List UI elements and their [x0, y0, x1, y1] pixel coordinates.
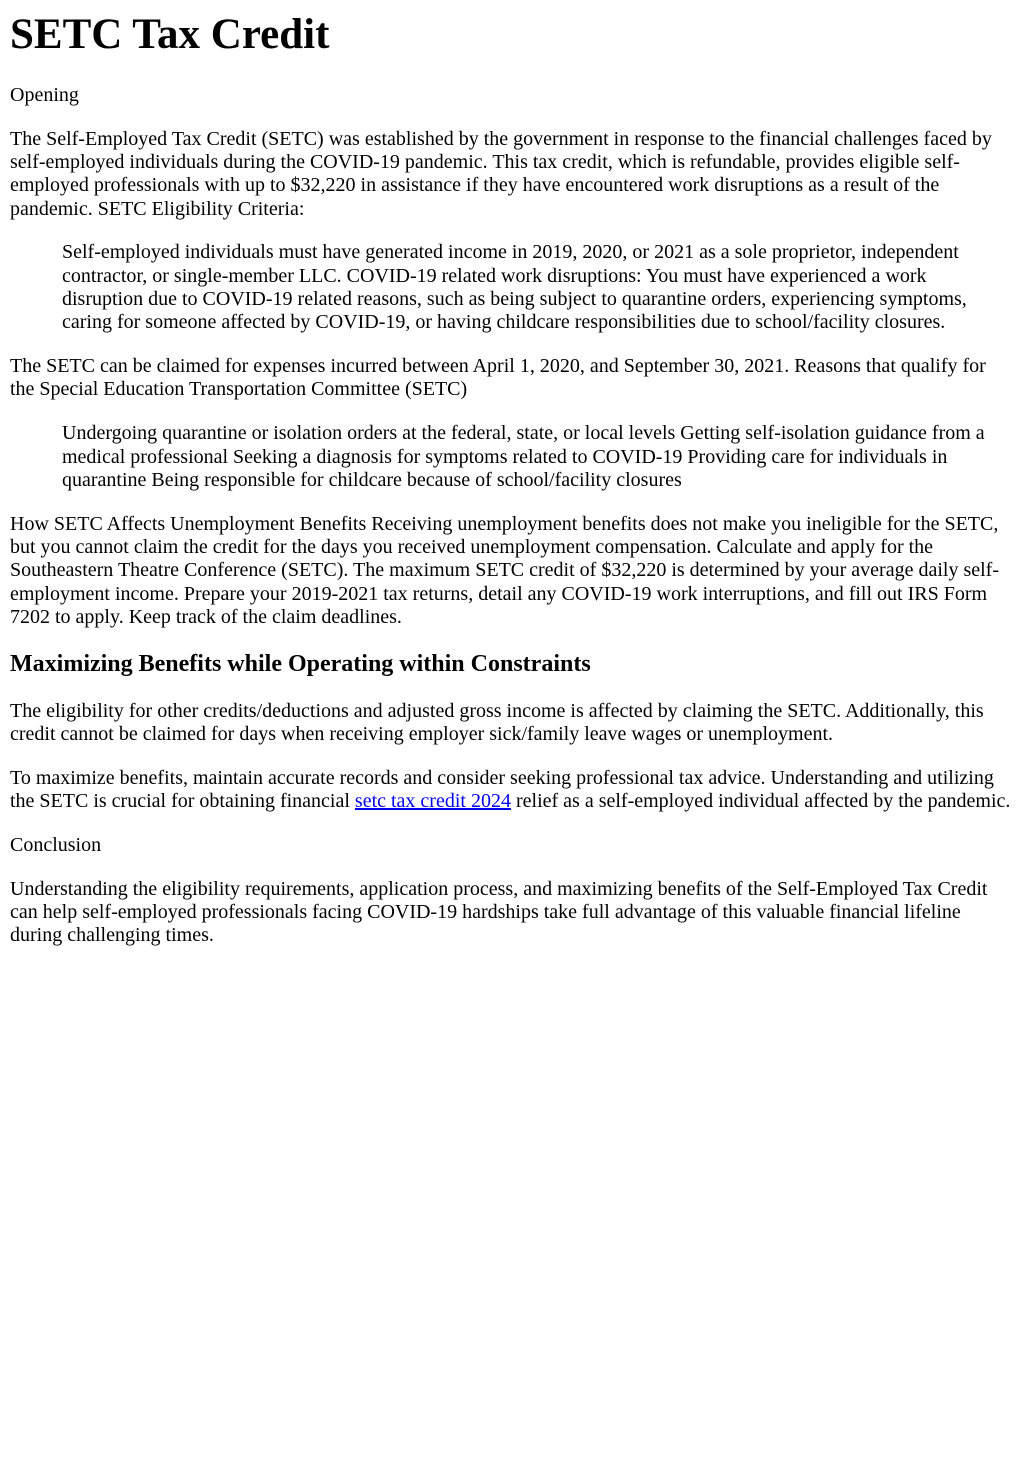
section-heading: Maximizing Benefits while Operating within Constraints	[10, 650, 591, 677]
maximize-text-after: relief as a self-employed individual affected by the pandemic.	[510, 790, 1011, 813]
conclusion-label: Conclusion	[10, 833, 102, 856]
constraints-paragraph: The eligibility for other credits/deductions and adjusted gross income is affected by claiming the SETC. Additionally, this credit cannot be claimed for days when receiving employer sick/family leave wages or unemployment.	[10, 699, 984, 745]
page-title: SETC Tax Credit	[10, 11, 330, 58]
article	[0, 10, 1024, 948]
conclusion-paragraph: Understanding the eligibility requirements, application process, and maximizing benefits of the Self-Employed Tax Credit can help self-employed professionals facing COVID-19 hardships take full advantage of this valuable financial lifeline during challenging times.	[10, 877, 988, 947]
qualifying-reasons-quote: Undergoing quarantine or isolation orders at the federal, state, or local levels Getting self-isolation guidance from a medical professional Seeking a diagnosis for symptoms related to COVID-19 Providing care for individuals in quarantine Being responsible for childcare because of school/facility closures	[62, 422, 985, 491]
setc-tax-credit-link[interactable]: setc tax credit 2024	[354, 790, 511, 813]
eligibility-quote: Self-employed individuals must have generated income in 2019, 2020, or 2021 as a sole proprietor, independent contractor, or single-member LLC. COVID-19 related work disruptions: You must have experienced a work disruption due to COVID-19 related reasons, such as being subject to quarantine orders, experiencing symptoms, caring for someone affected by COVID-19, or having childcare responsibilities due to school/facility closures.	[62, 241, 967, 334]
unemployment-paragraph: How SETC Affects Unemployment Benefits Receiving unemployment benefits does not make you ineligible for the SETC, but you cannot claim the credit for the days you received unemployment compensation. Calculate and apply for the Southeastern Theatre Conference (SETC). The maximum SETC credit of $32,220 is determined by your average daily self-employment income. Prepare your 2019-2021 tax returns, detail any COVID-19 work interruptions, and fill out IRS Form 7202 to apply. Keep track of the claim deadlines.	[10, 512, 999, 628]
maximize-text-before: To maximize benefits, maintain accurate records and consider seeking professional tax advice. Understanding and utilizing the SETC is crucial for obtaining financial	[10, 766, 994, 813]
opening-label: Opening	[10, 84, 79, 106]
intro-paragraph: The Self-Employed Tax Credit (SETC) was established by the government in response to the financial challenges faced by self-employed individuals during the COVID-19 pandemic. This tax credit, which is refundable, provides eligible self-employed professionals with up to $32,220 in assistance if they have encountered work disruptions as a result of the pandemic. SETC Eligibility Criteria:	[10, 127, 992, 220]
maximize-paragraph	[10, 767, 1012, 814]
claim-period-paragraph: The SETC can be claimed for expenses incurred between April 1, 2020, and September 30, 2021. Reasons that qualify for the Special Education Transportation Committee (SETC)	[10, 355, 986, 401]
